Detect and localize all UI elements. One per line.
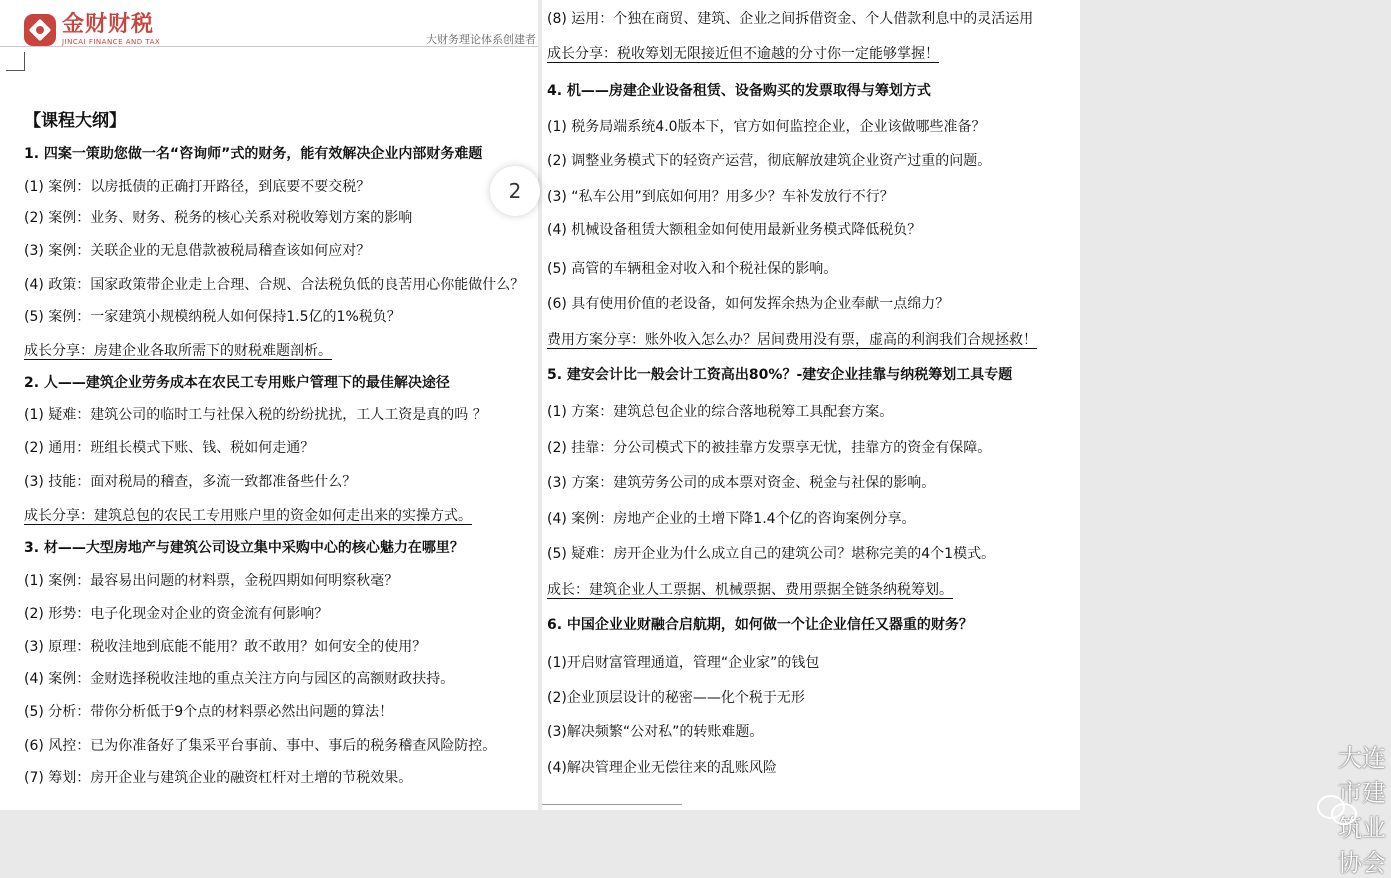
outline-item: (6) 具有使用价值的老设备，如何发挥余热为企业奉献一点绵力？ xyxy=(547,296,950,312)
logo-name: 金财财税 xyxy=(62,12,155,37)
crop-mark-bottom xyxy=(542,796,682,805)
outline-item: (1) 疑难：建筑公司的临时工与社保入税的纷纷扰扰，工人工资是真的吗 ？ xyxy=(24,407,487,423)
right-page xyxy=(542,0,1387,877)
watermark-text: 大连市建筑业协会 xyxy=(1338,744,1387,877)
wechat-icon xyxy=(1317,793,1328,823)
outline-item: (3) 方案：建筑劳务公司的成本票对资金、税金与社保的影响。 xyxy=(547,475,936,491)
outline-item: (2) 调整业务模式下的轻资产运营，彻底解放建筑企业资产过重的问题。 xyxy=(547,153,992,169)
section-heading: 1. 四案一策助您做一名“咨询师”式的财务，能有效解决企业内部财务难题 xyxy=(24,146,483,162)
outline-item: (6) 风控：已为你准备好了集采平台事前、事中、事后的税务稽查风险防控。 xyxy=(24,738,497,754)
share-note: 成长分享：税收筹划无限接近但不逾越的分寸你一定能够掌握！ xyxy=(547,46,939,62)
outline-item: (3)解决频繁“公对私”的转账难题。 xyxy=(547,724,764,740)
outline-item: (5) 疑难：房开企业为什么成立自己的建筑公司？堪称完美的4个1模式。 xyxy=(547,546,996,562)
outline-title: 【课程大纲】 xyxy=(24,111,126,131)
outline-item: (2)企业顶层设计的秘密——化个税于无形 xyxy=(547,690,805,706)
logo-subtitle: JINCAI FINANCE AND TAX xyxy=(62,38,161,46)
share-note: 费用方案分享：账外收入怎么办？居间费用没有票，虚高的利润我们合规拯救！ xyxy=(547,332,1037,348)
section-heading: 4. 机——房建企业设备租赁、设备购买的发票取得与筹划方式 xyxy=(547,83,931,99)
header-tagline: 大财务理论体系创建者 xyxy=(426,33,536,46)
brand-logo xyxy=(24,12,160,48)
outline-item: (1) 案例：以房抵债的正确打开路径，到底要不要交税？ xyxy=(24,179,371,195)
left-page xyxy=(0,0,538,810)
header-divider xyxy=(0,46,538,47)
outline-item: (2) 通用：班组长模式下账、钱、税如何走通？ xyxy=(24,440,315,456)
outline-item: (2) 案例：业务、财务、税务的核心关系对税收筹划方案的影响 xyxy=(24,210,413,226)
outline-item: (5) 案例：一家建筑小规模纳税人如何保持1.5亿的1%税负？ xyxy=(24,309,401,325)
section-heading: 5. 建安会计比一般会计工资高出80%？-建安企业挂靠与纳税筹划工具专题 xyxy=(547,367,1013,383)
outline-item: (3) 技能：面对税局的稽查，多流一致都准备些什么？ xyxy=(24,474,357,490)
outline-item: (4)解决管理企业无偿往来的乱账风险 xyxy=(547,760,777,776)
section-heading: 2. 人——建筑企业劳务成本在农民工专用账户管理下的最佳解决途径 xyxy=(24,375,450,391)
outline-item: (4) 政策：国家政策带企业走上合理、合规、合法税负低的良苦用心你能做什么？ xyxy=(24,277,525,293)
outline-item: (3) 案例：关联企业的无息借款被税局稽查该如何应对？ xyxy=(24,243,371,259)
outline-item: (1) 案例：最容易出问题的材料票，金税四期如何明察秋毫？ xyxy=(24,573,399,589)
outline-item: (5) 分析：带你分析低于9个点的材料票必然出问题的算法！ xyxy=(24,704,394,720)
outline-item: (1) 税务局端系统4.0版本下，官方如何监控企业，企业该做哪些准备？ xyxy=(547,119,986,135)
share-note: 成长分享：房建企业各取所需下的财税难题剖析。 xyxy=(24,343,332,359)
outline-item: (7) 筹划：房开企业与建筑企业的融资杠杆对土增的节税效果。 xyxy=(24,770,413,786)
outline-item: (8) 运用：个独在商贸、建筑、企业之间拆借资金、个人借款利息中的灵活运用 xyxy=(547,11,1034,27)
share-note: 成长分享：建筑总包的农民工专用账户里的资金如何走出来的实操方式。 xyxy=(24,508,472,524)
section-heading: 6. 中国企业业财融合启航期，如何做一个让企业信任又器重的财务？ xyxy=(547,617,973,633)
logo-text xyxy=(62,14,160,46)
wechat-watermark xyxy=(1317,738,1391,878)
page-number-badge[interactable]: 2 xyxy=(490,166,540,216)
share-note: 成长：建筑企业人工票据、机械票据、费用票据全链条纳税筹划。 xyxy=(547,582,953,598)
outline-item: (5) 高管的车辆租金对收入和个税社保的影响。 xyxy=(547,261,838,277)
outline-item: (3) “私车公用”到底如何用？用多少？车补发放行不行？ xyxy=(547,189,894,205)
section-heading: 3. 材——大型房地产与建筑公司设立集中采购中心的核心魅力在哪里？ xyxy=(24,540,464,556)
outline-item: (4) 案例：房地产企业的土增下降1.4个亿的咨询案例分享。 xyxy=(547,511,916,527)
outline-item: (4) 案例：金财选择税收洼地的重点关注方向与园区的高额财政扶持。 xyxy=(24,671,455,687)
logo-mark-icon xyxy=(24,14,56,46)
outline-item: (2) 形势：电子化现金对企业的资金流有何影响？ xyxy=(24,606,329,622)
outline-item: (1)开启财富管理通道，管理“企业家”的钱包 xyxy=(547,655,820,671)
outline-item: (2) 挂靠：分公司模式下的被挂靠方发票享无忧，挂靠方的资金有保障。 xyxy=(547,440,992,456)
crop-mark xyxy=(6,52,25,71)
outline-item: (3) 原理：税收洼地到底能不能用？敢不敢用？如何安全的使用？ xyxy=(24,639,427,655)
outline-item: (1) 方案：建筑总包企业的综合落地税筹工具配套方案。 xyxy=(547,404,894,420)
outline-item: (4) 机械设备租赁大额租金如何使用最新业务模式降低税负？ xyxy=(547,222,922,238)
